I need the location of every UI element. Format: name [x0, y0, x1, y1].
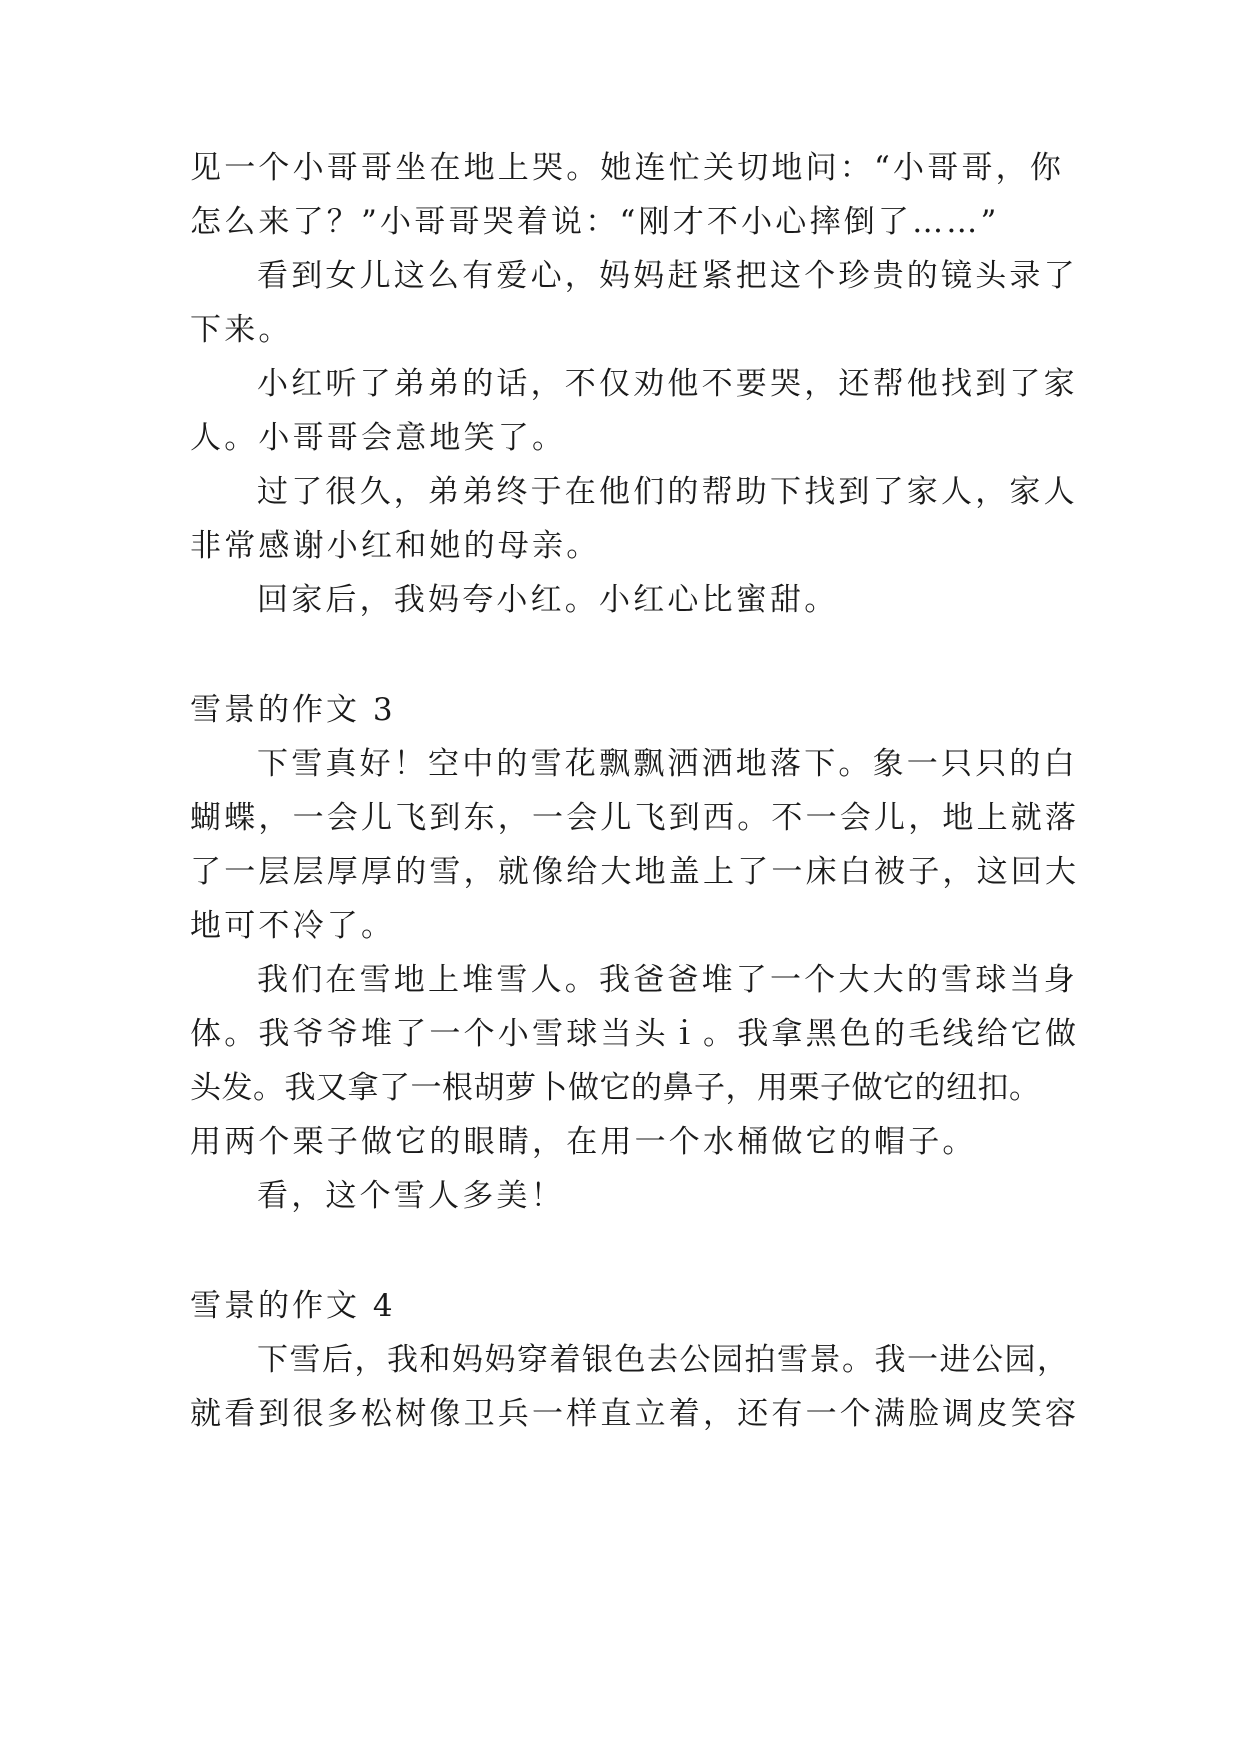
text-line: 下来。	[190, 312, 293, 348]
text-line: 怎么来了？”小哥哥哭着说：“刚才不小心摔倒了……”	[190, 204, 1000, 240]
text-line: 看到女儿这么有爱心，妈妈赶紧把这个珍贵的镜头录了	[257, 258, 1078, 294]
text-line: 体。我爷爷堆了一个小雪球当头ｉ。我拿黑色的毛线给它做	[190, 1016, 1080, 1052]
text-line: 见一个小哥哥坐在地上哭。她连忙关切地问：“小哥哥，你	[190, 150, 1065, 186]
text-line: 用两个栗子做它的眼睛，在用一个水桶做它的帽子。	[190, 1124, 977, 1160]
text-line: 人。小哥哥会意地笑了。	[190, 420, 567, 456]
text-line: 看，这个雪人多美！	[257, 1178, 565, 1214]
text-line: 地可不冷了。	[190, 908, 396, 944]
text-line: 下雪真好！空中的雪花飘飘洒洒地落下。象一只只的白	[257, 746, 1078, 782]
essay-3-title: 雪景的作文 3	[190, 692, 396, 728]
text-line: 头发。我又拿了一根胡萝卜做它的鼻子，用栗子做它的纽扣。	[190, 1070, 1041, 1106]
text-line: 下雪后，我和妈妈穿着银色去公园拍雪景。我一进公园，	[257, 1342, 1070, 1378]
essay-4-title: 雪景的作文 4	[190, 1288, 396, 1324]
text-line: 蝴蝶，一会儿飞到东，一会儿飞到西。不一会儿，地上就落	[190, 800, 1080, 836]
text-line: 了一层层厚厚的雪，就像给大地盖上了一床白被子，这回大	[190, 854, 1080, 890]
text-line: 我们在雪地上堆雪人。我爸爸堆了一个大大的雪球当身	[257, 962, 1078, 998]
text-line: 回家后，我妈夸小红。小红心比蜜甜。	[257, 582, 839, 618]
text-line: 就看到很多松树像卫兵一样直立着，还有一个满脸调皮笑容	[190, 1396, 1080, 1432]
text-line: 非常感谢小红和她的母亲。	[190, 528, 601, 564]
text-line: 过了很久，弟弟终于在他们的帮助下找到了家人，家人	[257, 474, 1078, 510]
text-line: 小红听了弟弟的话，不仅劝他不要哭，还帮他找到了家	[257, 366, 1078, 402]
